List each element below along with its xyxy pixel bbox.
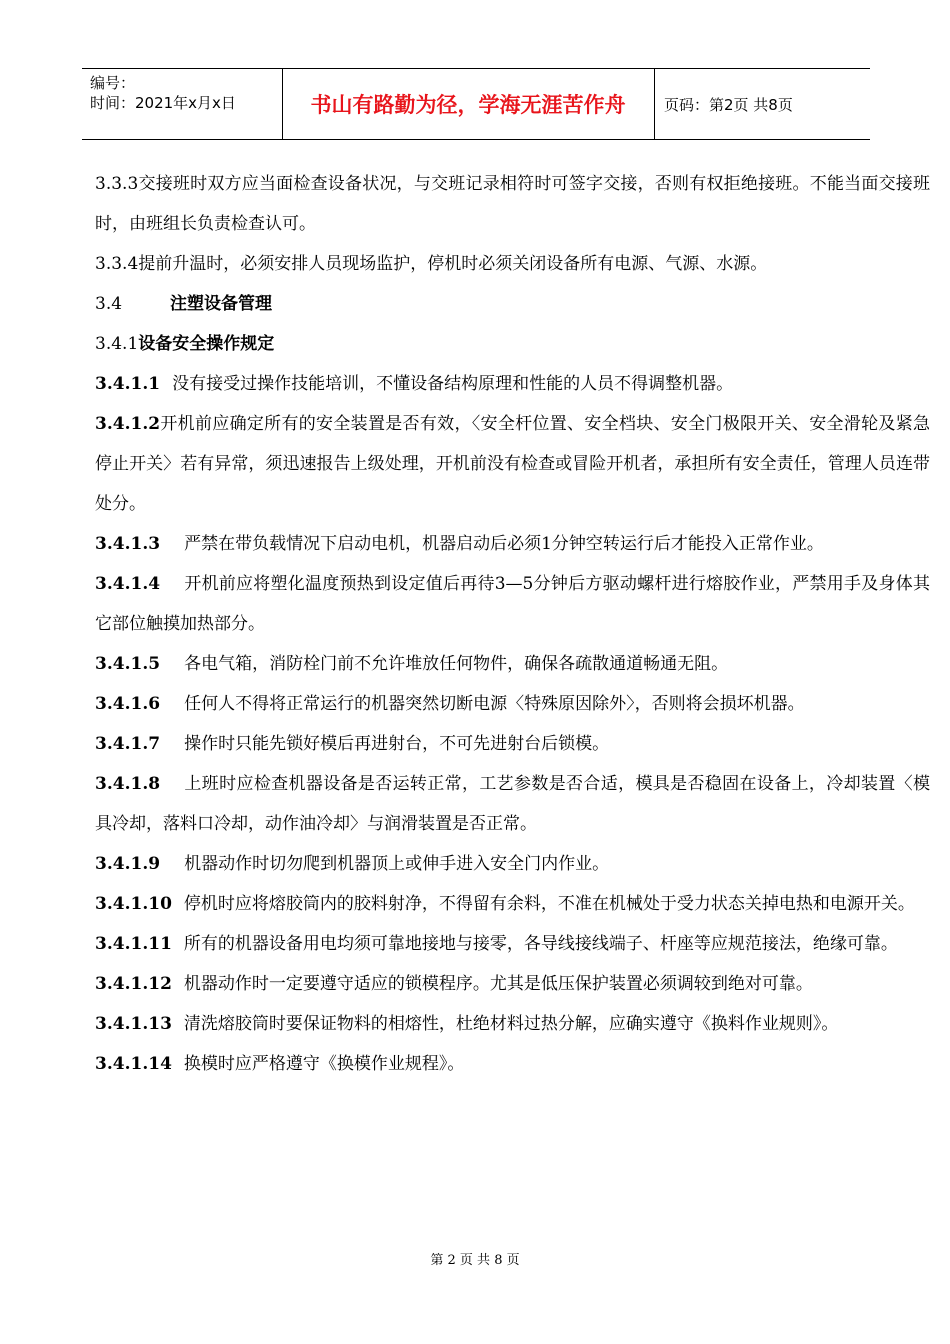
paragraph-text: 上班时应检查机器设备是否运转正常，工艺参数是否合适，模具是否稳固在设备上，冷却装置〈模具冷却，落料口冷却，动作油冷却〉与润滑装置是否正常。 bbox=[95, 774, 930, 834]
paragraph-3-4-1-12 bbox=[95, 964, 930, 1004]
header-motto: 书山有路勤为径，学海无涯苦作舟 bbox=[310, 93, 626, 117]
paragraph-3-4-1-4 bbox=[95, 564, 930, 644]
paragraph-3-4-1-2 bbox=[95, 404, 930, 524]
section-number: 3.4.1.3 bbox=[95, 534, 161, 554]
section-heading-3-4-1 bbox=[95, 324, 930, 364]
paragraph-text: 换模时应严格遵守《换模作业规程》。 bbox=[183, 1054, 465, 1074]
section-number: 3.4.1.13 bbox=[95, 1014, 172, 1034]
paragraph-text: 机器动作时切勿爬到机器顶上或伸手进入安全门内作业。 bbox=[184, 854, 610, 874]
paragraph-3-4-1-13 bbox=[95, 1004, 930, 1044]
section-number: 3.4.1.10 bbox=[95, 894, 172, 914]
header-meta-cell bbox=[82, 69, 283, 139]
section-title: 注塑设备管理 bbox=[170, 294, 273, 314]
section-number: 3.4.1.11 bbox=[95, 934, 172, 954]
paragraph-text: 没有接受过操作技能培训，不懂设备结构原理和性能的人员不得调整机器。 bbox=[172, 374, 734, 394]
section-heading-3-4 bbox=[95, 284, 930, 324]
document-number-label: 编号： bbox=[90, 74, 136, 92]
section-number: 3.3.4 bbox=[95, 254, 139, 274]
section-number: 3.4.1.1 bbox=[95, 374, 161, 394]
page-header bbox=[82, 68, 870, 140]
paragraph-text: 开机前应将塑化温度预热到设定值后再待3—5分钟后方驱动螺杆进行熔胶作业，严禁用手及身体其它部位触摸加热部分。 bbox=[95, 574, 930, 634]
document-body bbox=[95, 164, 930, 1084]
section-number: 3.4 bbox=[95, 294, 123, 314]
header-page-info: 页码：第2页 共8页 bbox=[664, 95, 793, 114]
section-number: 3.4.1.4 bbox=[95, 574, 161, 594]
section-number: 3.4.1.5 bbox=[95, 654, 161, 674]
paragraph-3-3-3 bbox=[95, 164, 930, 244]
paragraph-text: 所有的机器设备用电均须可靠地接地与接零，各导线接线端子、杆座等应规范接法，绝缘可靠。 bbox=[183, 934, 898, 954]
section-number: 3.4.1 bbox=[95, 334, 139, 354]
paragraph-text: 停机时应将熔胶筒内的胶料射净，不得留有余料，不准在机械处于受力状态关掉电热和电源开关。 bbox=[183, 894, 915, 914]
section-number: 3.4.1.2 bbox=[95, 414, 161, 434]
paragraph-text: 清洗熔胶筒时要保证物料的相熔性，杜绝材料过热分解，应确实遵守《换料作业规则》。 bbox=[183, 1014, 839, 1034]
paragraph-text: 各电气箱，消防栓门前不允许堆放任何物件，确保各疏散通道畅通无阻。 bbox=[184, 654, 729, 674]
paragraph-text: 严禁在带负载情况下启动电机，机器启动后必须1分钟空转运行后才能投入正常作业。 bbox=[184, 534, 824, 554]
section-title: 设备安全操作规定 bbox=[138, 334, 275, 354]
paragraph-3-4-1-8 bbox=[95, 764, 930, 844]
paragraph-3-4-1-1 bbox=[95, 364, 930, 404]
section-number: 3.4.1.6 bbox=[95, 694, 161, 714]
paragraph-text: 操作时只能先锁好模后再进射台，不可先进射台后锁模。 bbox=[184, 734, 610, 754]
paragraph-text: 开机前应确定所有的安全装置是否有效，〈安全杆位置、安全档块、安全门极限开关、安全滑轮及紧急停止开关〉若有异常，须迅速报告上级处理，开机前没有检查或冒险开机者，承担所有安全责任，管理人员连带处分。 bbox=[95, 414, 930, 514]
header-page-cell bbox=[654, 69, 870, 139]
paragraph-3-4-1-14 bbox=[95, 1044, 930, 1084]
header-motto-cell bbox=[282, 69, 655, 139]
paragraph-3-4-1-6 bbox=[95, 684, 930, 724]
section-number: 3.4.1.14 bbox=[95, 1054, 172, 1074]
paragraph-3-4-1-9 bbox=[95, 844, 930, 884]
paragraph-3-4-1-3 bbox=[95, 524, 930, 564]
paragraph-text: 任何人不得将正常运行的机器突然切断电源〈特殊原因除外〉，否则将会损坏机器。 bbox=[184, 694, 805, 714]
page-footer bbox=[0, 1249, 950, 1268]
paragraph-text: 提前升温时，必须安排人员现场监护，停机时必须关闭设备所有电源、气源、水源。 bbox=[138, 254, 768, 274]
section-number: 3.4.1.7 bbox=[95, 734, 161, 754]
paragraph-text: 交接班时双方应当面检查设备状况，与交班记录相符时可签字交接，否则有权拒绝接班。不能当面交接班时，由班组长负责检查认可。 bbox=[95, 174, 930, 234]
section-number: 3.3.3 bbox=[95, 174, 139, 194]
paragraph-3-4-1-5 bbox=[95, 644, 930, 684]
paragraph-3-4-1-7 bbox=[95, 724, 930, 764]
paragraph-3-3-4 bbox=[95, 244, 930, 284]
paragraph-3-4-1-10 bbox=[95, 884, 930, 924]
paragraph-3-4-1-11 bbox=[95, 924, 930, 964]
section-number: 3.4.1.9 bbox=[95, 854, 161, 874]
document-date-label: 时间：2021年x月x日 bbox=[90, 94, 236, 112]
section-number: 3.4.1.12 bbox=[95, 974, 172, 994]
paragraph-text: 机器动作时一定要遵守适应的锁模程序。尤其是低压保护装置必须调较到绝对可靠。 bbox=[183, 974, 813, 994]
footer-page-number: 第 2 页 共 8 页 bbox=[430, 1253, 520, 1268]
section-number: 3.4.1.8 bbox=[95, 774, 161, 794]
